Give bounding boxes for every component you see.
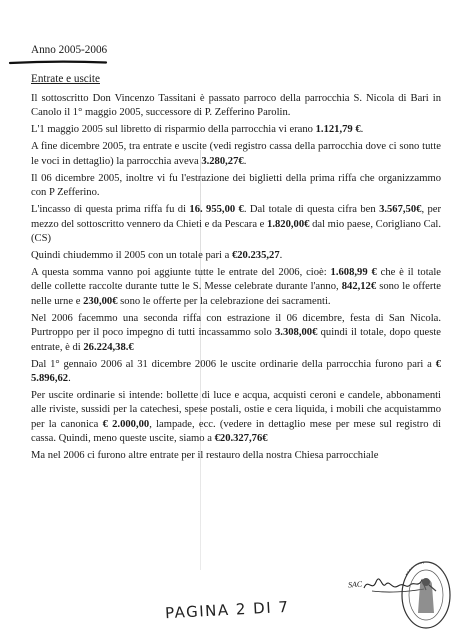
paragraph	[31, 172, 441, 201]
amount-value: 3.280,27€	[201, 155, 244, 167]
paragraph-text: L'1 maggio 2005 sul libretto di risparmio della parrocchia vi erano	[31, 124, 316, 136]
paragraph	[31, 449, 441, 463]
paragraph-text: Quindi chiudemmo il 2005 con un totale pari a	[31, 250, 232, 262]
amount-value: 26.224,38.€	[83, 341, 134, 353]
paragraph-text: .	[68, 373, 71, 385]
amount-value: €20.235,27	[231, 250, 280, 262]
pen-underline-mark	[8, 60, 108, 65]
amount-value: 1.608,99 €	[330, 267, 377, 279]
amount-value: 3.308,00€	[275, 327, 318, 339]
paragraph-text: .	[360, 124, 364, 136]
paragraph-text: sono le offerte nelle urne e	[31, 281, 441, 307]
document-section-heading: Entrate e uscite	[31, 73, 100, 85]
paragraph-text: Ma nel 2006 ci furono altre entrate per il restauro della nostra Chiesa parrocchiale	[31, 450, 379, 462]
paragraph	[31, 266, 441, 309]
document-year-heading: Anno 2005-2006	[31, 44, 108, 56]
paragraph	[31, 140, 441, 169]
paragraph-text: Nel 2006 facemmo una seconda riffa con estrazione il 06 dicembre, festa di San Nicola. Purtroppo per il poco impegno di tutti incassammo solo	[31, 312, 441, 339]
amount-value: 842,12€	[341, 281, 377, 293]
paragraph-text: .	[279, 250, 283, 262]
paragraph-text: Per uscite ordinarie si intende: bollette di luce e acqua, acquisti ceroni e candele, abbonamenti alle riviste, sussidi per la catechesi, spese postali, ostie e cera liquida, i mobili che acquistammo per la canonica	[31, 390, 441, 430]
paragraph-text: Dal 1° gennaio 2006 al 31 dicembre 2006 le uscite ordinarie della parrocchia furono pari a	[31, 358, 436, 370]
paragraph	[31, 312, 441, 355]
amount-value: 3.567,50€	[379, 204, 422, 216]
amount-value: € 5.896,62	[31, 358, 441, 385]
paragraph	[31, 358, 441, 387]
amount-value: € 2.000,00	[102, 418, 150, 430]
paragraph-text: che è il totale delle collette raccolte durante tutte le S. Messe celebrate durante l'anno,	[31, 267, 441, 293]
amount-value: 16. 955,00 €	[189, 204, 244, 216]
paragraph	[31, 389, 441, 447]
amount-value: €20.327,76€	[214, 433, 268, 445]
paragraph	[31, 203, 441, 246]
paragraph-text: , per mezzo del sottoscritto vennero da Chieti e da Pescara e	[31, 204, 442, 230]
paragraph	[31, 123, 441, 137]
amount-value: 230,00€	[83, 295, 118, 307]
paragraph-text: dal mio paese, Corigliano Cal. (CS)	[31, 218, 441, 245]
page-number-mark: PAGINA 2 DI 7	[164, 597, 290, 623]
paragraph-text: sono le offerte per la celebrazione dei sacramenti.	[117, 295, 331, 307]
paragraph-text: . Dal totale di questa cifra ben	[243, 204, 380, 216]
paragraph	[31, 92, 441, 121]
paragraph	[31, 249, 441, 263]
paragraph-text: Il 06 dicembre 2005, inoltre vi fu l'estrazione dei biglietti della prima riffa che organizzammo con P Zefferino.	[31, 172, 441, 199]
paragraph-text: A fine dicembre 2005, tra entrate e uscite (vedi registro cassa della parrocchia dove ci sono tutte le voci in dettaglio) la parrocchia aveva	[31, 141, 441, 167]
document-body	[31, 92, 441, 466]
paragraph-text: .	[243, 155, 247, 167]
paragraph-text: , lampade, ecc. (vedere in dettaglio mese per mese sul registro di cassa. Quindi, meno queste uscite, siamo a	[31, 418, 442, 445]
paragraph-text: L'incasso di questa prima riffa fu di	[31, 204, 190, 216]
amount-value: 1.121,79 €	[315, 124, 361, 136]
paragraph-text: quindi il totale, dopo queste entrate, è di	[31, 327, 441, 353]
amount-value: 1.820,00€	[267, 218, 310, 230]
paragraph-text: A questa somma vanno poi aggiunte tutte le entrate del 2006, cioè:	[31, 267, 331, 279]
parish-seal-stamp	[396, 555, 452, 630]
paragraph-text: Il sottoscritto Don Vincenzo Tassitani è passato parroco della parrocchia S. Nicola di Bari in Canolo il 1° maggio 2005, successore di P. Zefferino Parolin.	[31, 93, 441, 119]
signature-prefix: SAC	[347, 579, 363, 590]
